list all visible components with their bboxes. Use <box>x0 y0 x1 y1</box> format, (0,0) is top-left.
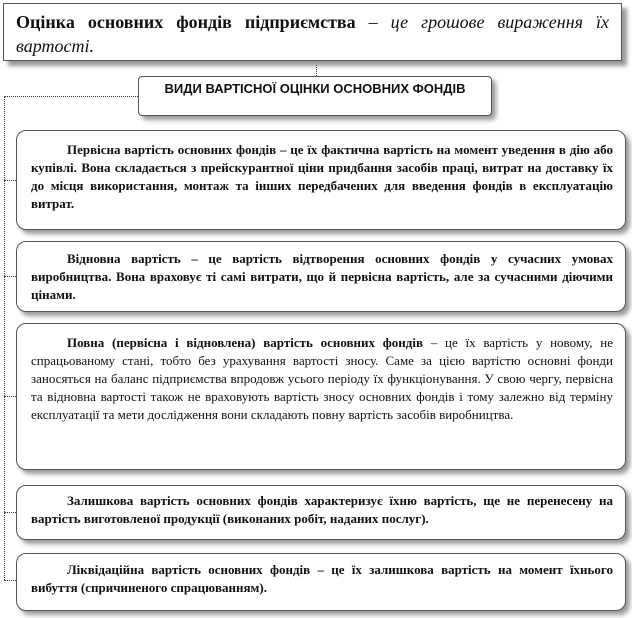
connector-branch-5 <box>4 580 16 581</box>
definition-text: це грошове вираження їх вартості. <box>16 12 609 56</box>
type-box-replacement-cost <box>16 241 626 312</box>
connector-branch-2 <box>4 276 16 277</box>
connector-header-left <box>4 96 138 97</box>
connector-branch-1 <box>4 180 16 181</box>
type-description: – це вартість відтворення основних фондів у сучасних умовах виробництва. Вона враховує ті самі витрати, що й первісна вартість, але за сучасними діючими цінами. <box>31 251 613 302</box>
type-description: – це їх залишкова вартість на момент їхнього вибуття (спричиненого спрацюванням). <box>31 562 613 595</box>
type-box-full-cost <box>16 323 626 470</box>
type-term: Відновна вартість <box>67 251 181 266</box>
connector-title-header <box>316 62 317 76</box>
definition-dash: – <box>355 12 391 32</box>
types-header-text: ВИДИ ВАРТІСНОЇ ОЦІНКИ ОСНОВНИХ ФОНДІВ <box>164 81 466 96</box>
type-term: Первісна вартість основних фондів <box>67 142 277 157</box>
type-term: Залишкова вартість основних фондів <box>67 493 298 508</box>
type-term: Повна (первісна і відновлена) вартість основних фондів <box>67 335 423 350</box>
definition-term: Оцінка основних фондів підприємства <box>16 12 356 32</box>
connector-branch-4 <box>4 512 16 513</box>
connector-trunk <box>4 96 5 580</box>
type-box-liquidation-cost <box>16 553 626 611</box>
type-description: – це їх вартість у новому, не спрацьованому стані, тобто без урахування вартості зносу. Саме за цією вартістю основні фонди заносяться на баланс підприємства впродовж усього періоду їх функціонування. У свою чергу, первісна та відновна вартості також не враховують вартість зносу основних фондів і тому залежно від терміну експлуатації та мети дослідження вони складають повну вартість засобів виробництва. <box>31 335 613 422</box>
type-description: характеризує їхню вартість, ще не перенесену на вартість виготовленої продукції (виконаних робіт, наданих послуг). <box>31 493 613 526</box>
type-box-residual-cost <box>16 485 626 540</box>
type-description: – це їх фактична вартість на момент уведення в дію або купівлі. Вона складається з прейскурантної ціни придбання засобів праці, витрат на доставку їх до місця використання, монтаж та інших передбачених для введення фондів в експлуатацію витрат. <box>31 142 613 211</box>
definition-box <box>3 3 622 61</box>
types-header <box>138 76 492 116</box>
type-box-original-cost <box>16 130 626 230</box>
connector-branch-3 <box>4 396 16 397</box>
type-term: Ліквідаційна вартість основних фондів <box>67 562 311 577</box>
